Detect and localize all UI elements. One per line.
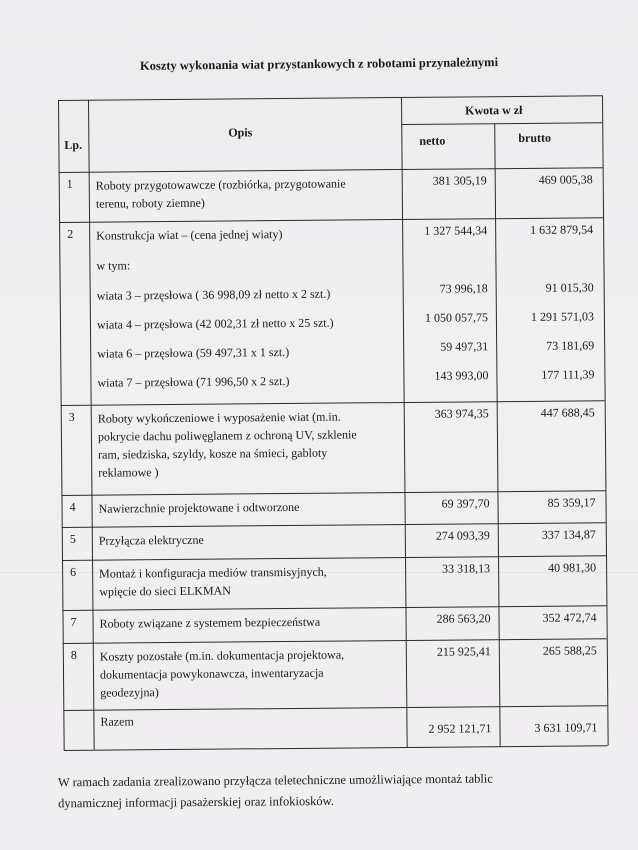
sub-row-brutto: 73 181,69 (546, 338, 595, 353)
row-netto: 286 563,20 (436, 611, 491, 626)
row-lp: 5 (69, 531, 76, 546)
total-brutto: 3 631 109,71 (534, 720, 598, 735)
table-row-border (63, 705, 607, 711)
row-description: dokumentacja powykonawcza, inwentaryzacja (99, 665, 324, 682)
sub-row-netto: 1 050 057,75 (424, 310, 488, 325)
row-brutto: 85 359,17 (547, 495, 596, 510)
row-netto: 33 318,13 (442, 561, 491, 576)
row-netto: 363 974,35 (434, 406, 489, 421)
row-description: Przyłącza elektryczne (98, 532, 204, 548)
row-description: wpięcie do sieci ELKMAN (99, 583, 231, 599)
sub-row-description: wiata 6 – przęsłowa (59 497,31 x 1 szt.) (97, 344, 290, 361)
row-description: Roboty związane z systemem bezpieczeństwa (99, 614, 321, 631)
table-row-border (64, 745, 608, 751)
table-col-border (602, 95, 609, 745)
header-kwota: Kwota w zł (465, 102, 523, 118)
row-description: Koszty pozostałe (m.in. dokumentacja projektowa, (99, 647, 345, 664)
sub-row-netto: 73 996,18 (439, 281, 488, 296)
row-description: Nawierzchnie projektowane i odtworzone (98, 499, 300, 516)
row-description: ram, siedziska, szyldy, kosze na śmieci, gabloty (98, 445, 328, 462)
row-description: terenu, roboty ziemne) (95, 195, 205, 211)
row-lp: 1 (66, 176, 73, 191)
sub-row-brutto: 177 111,39 (541, 367, 595, 382)
table-col-border (58, 100, 65, 750)
row-description: reklamowe ) (98, 465, 159, 480)
row-description: geodezyjna) (100, 685, 159, 700)
row-description: Roboty przygotowawcze (rozbiórka, przygotowanie (95, 176, 346, 193)
cost-table (58, 95, 610, 750)
row-netto: 274 093,39 (435, 528, 490, 543)
row-brutto: 40 981,30 (548, 560, 597, 575)
row-netto: 215 925,41 (436, 644, 491, 659)
row-description: pokrycie dachu poliwęglanem z ochroną UV, szklenie (97, 427, 357, 444)
row-description: Montaż i konfiguracja mediów transmisyjnych, (99, 564, 327, 581)
row-lp: 2 (67, 226, 74, 241)
row-lp: 4 (69, 499, 76, 514)
footer-note (58, 768, 598, 815)
row-lp: 8 (70, 647, 77, 662)
row-brutto: 337 134,87 (541, 527, 596, 542)
row-lp: 3 (68, 409, 75, 424)
footer-line: W ramach zadania zrealizowano przyłącza teletechniczne umożliwiające montaż tablic (57, 771, 493, 790)
sub-row-brutto: 1 291 571,03 (530, 309, 594, 324)
total-netto: 2 952 121,71 (428, 721, 492, 736)
header-netto: netto (419, 133, 446, 148)
header-opis: Opis (228, 125, 253, 140)
row-brutto: 265 588,25 (542, 643, 597, 658)
header-kwota-divider (401, 122, 602, 125)
row-description: Roboty wykończeniowe i wyposażenie wiat (m.in. (97, 409, 341, 426)
row-lp: 6 (70, 564, 77, 579)
row-netto: 381 305,19 (432, 173, 487, 188)
row-brutto: 469 005,38 (538, 172, 593, 187)
sub-row-netto: 143 993,00 (434, 368, 489, 383)
table-col-border (88, 100, 95, 750)
row-brutto: 447 688,45 (540, 405, 595, 420)
row-netto: 1 327 544,34 (424, 223, 488, 238)
row-brutto: 1 632 879,54 (530, 222, 594, 237)
document-title: Koszty wykonania wiat przystankowych z robotami przynależnymi (139, 55, 499, 73)
sub-row-description: wiata 4 – przęsłowa (42 002,31 zł netto x 25 szt.) (96, 315, 334, 332)
sub-row-description: wiata 3 – przęsłowa ( 36 998,09 zł netto x 2 szt.) (96, 286, 331, 303)
row-w-tym: w tym: (96, 258, 131, 273)
sub-row-brutto: 91 015,30 (545, 280, 594, 295)
row-brutto: 352 472,74 (542, 610, 597, 625)
header-brutto: brutto (518, 130, 552, 145)
row-description: Konstrukcja wiat – (cena jednej wiaty) (96, 227, 283, 243)
footer-line: dynamicznej informacji pasażerskiej oraz infokiosków. (58, 793, 334, 811)
row-lp: 7 (70, 614, 77, 629)
header-lp: Lp. (64, 137, 83, 152)
row-netto: 69 397,70 (441, 496, 490, 511)
sub-row-description: wiata 7 – przęsłowa (71 996,50 x 2 szt.) (97, 373, 290, 390)
total-label: Razem (100, 714, 134, 729)
sub-row-netto: 59 497,31 (440, 339, 489, 354)
